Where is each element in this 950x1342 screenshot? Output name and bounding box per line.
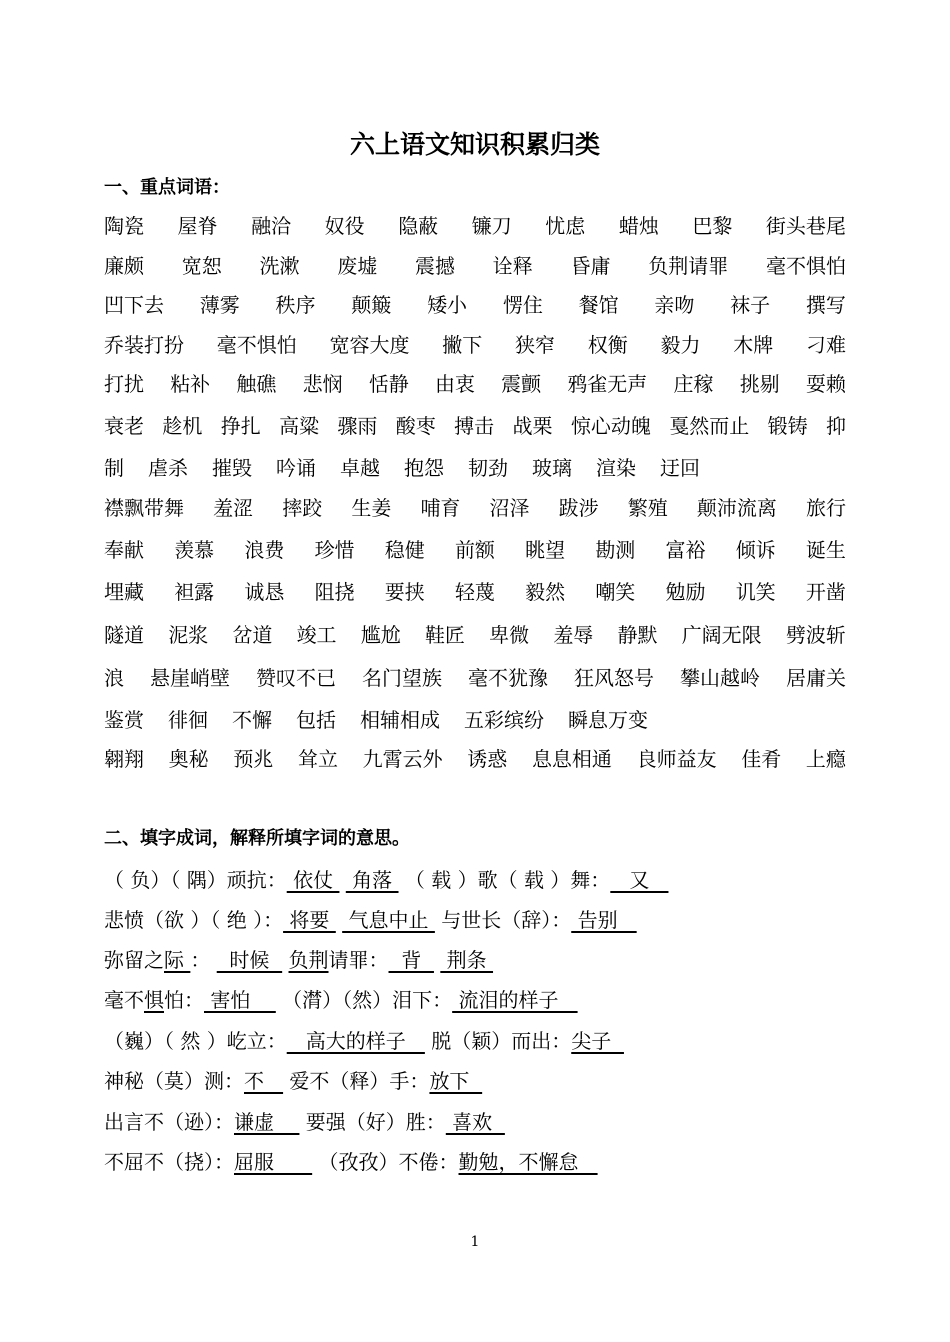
vocab-word: 戛然而止 (669, 414, 750, 438)
vocab-word: 上瘾 (805, 747, 846, 771)
vocab-word: 劈波斩 (785, 623, 846, 647)
vocab-word: 倾诉 (735, 538, 776, 562)
vocab-line (104, 535, 846, 565)
vocab-word: 狭窄 (515, 333, 555, 357)
prompt-text: 毫不 (104, 988, 144, 1012)
vocab-word: 悬崖峭壁 (150, 666, 230, 690)
vocab-word: 徘徊 (168, 708, 208, 732)
answer-text: 角落 (345, 868, 399, 892)
vocab-word: 哺育 (420, 496, 461, 520)
vocab-word: 羞涩 (213, 496, 254, 520)
vocab-word: 居庸关 (786, 666, 846, 690)
vocab-line (104, 411, 846, 441)
prompt-text: 爱不（释）手： (283, 1069, 430, 1093)
vocab-line (104, 663, 846, 693)
vocab-word: 耸立 (297, 747, 338, 771)
vocab-word: 生姜 (351, 496, 392, 520)
vocab-word: 制 (104, 456, 124, 480)
prompt-text: 神秘（莫）测： (104, 1069, 244, 1093)
vocab-word: 吟诵 (276, 456, 316, 480)
answer-text: 害怕 (204, 988, 276, 1012)
vocab-word: 摔跤 (282, 496, 323, 520)
vocab-word: 庄稼 (673, 372, 714, 396)
vocab-word: 繁殖 (627, 496, 668, 520)
vocab-word: 惊心动魄 (570, 414, 651, 438)
vocab-word: 毫不惧怕 (216, 333, 297, 357)
vocab-word: 嘲笑 (595, 580, 636, 604)
vocab-word: 宽容大度 (329, 333, 410, 357)
prompt-text: （潸）（然）泪下： (275, 988, 453, 1012)
vocab-word: 镰刀 (471, 214, 512, 238)
vocab-word: 开凿 (805, 580, 846, 604)
vocab-word: 隧道 (104, 623, 144, 647)
vocab-word: 韧劲 (468, 456, 508, 480)
vocab-word: 息息相通 (531, 747, 612, 771)
answer-text: 放下 (429, 1069, 483, 1093)
vocab-word: 触礁 (236, 372, 277, 396)
vocab-word: 震颤 (501, 372, 542, 396)
vocab-word: 瞬息万变 (568, 708, 648, 732)
vocab-word: 眺望 (525, 538, 566, 562)
vocab-word: 浪 (104, 666, 124, 690)
answer-text: 惧 (144, 988, 164, 1012)
vocab-line (104, 705, 846, 735)
vocab-word: 不懈 (232, 708, 272, 732)
vocab-word: 包括 (296, 708, 336, 732)
fill-in-line (104, 945, 864, 975)
vocab-word: 玻璃 (532, 456, 572, 480)
vocab-word: 巴黎 (692, 214, 733, 238)
vocab-word: 奥秘 (168, 747, 209, 771)
vocab-word: 廉颇 (104, 254, 144, 278)
vocab-word: 五彩缤纷 (464, 708, 544, 732)
vocab-word: 摧毁 (212, 456, 252, 480)
answer-text: 将要 (283, 908, 336, 932)
vocab-word: 狂风怒号 (574, 666, 654, 690)
answer-text: 喜欢 (445, 1110, 505, 1134)
fill-in-line (104, 1107, 864, 1137)
vocab-word: 震撼 (415, 254, 455, 278)
vocab-word: 埋藏 (104, 580, 144, 604)
vocab-word: 高粱 (279, 414, 320, 438)
vocab-word: 奴役 (324, 214, 365, 238)
vocab-word: 佳肴 (741, 747, 782, 771)
vocab-word: 耍赖 (805, 372, 846, 396)
vocab-word: 袜子 (730, 293, 771, 317)
prompt-text: 悲愤（欲 ）（ 绝 ）： (104, 908, 284, 932)
vocab-word: 竣工 (296, 623, 337, 647)
vocab-line (104, 620, 846, 650)
vocab-word: 迂回 (660, 456, 700, 480)
fill-in-line (104, 905, 864, 935)
vocab-word: 岔道 (232, 623, 273, 647)
document-title: 六上语文知识积累归类 (349, 130, 600, 159)
vocab-word: 打扰 (104, 372, 144, 396)
vocab-word: 由衷 (434, 372, 475, 396)
vocab-word: 泥浆 (168, 623, 209, 647)
vocab-line (104, 744, 846, 774)
vocab-word: 餐馆 (578, 293, 619, 317)
vocab-word: 乔装打扮 (104, 333, 184, 357)
vocab-word: 沼泽 (489, 496, 530, 520)
vocab-word: 刁难 (806, 333, 846, 357)
prompt-text: （ 负）（ 隅）顽抗： (104, 868, 287, 892)
vocab-word: 预兆 (233, 747, 274, 771)
vocab-word: 诠释 (492, 254, 533, 278)
vocab-word: 衰老 (104, 414, 144, 438)
vocab-word: 鉴赏 (104, 708, 144, 732)
answer-text: 谦虚 (234, 1110, 300, 1134)
vocab-word: 前额 (454, 538, 495, 562)
answer-text: 际 (164, 948, 191, 972)
answer-text: 又 (610, 868, 669, 892)
answer-text: 依仗 (286, 868, 340, 892)
vocab-word: 勉励 (665, 580, 706, 604)
vocab-word: 羞辱 (553, 623, 594, 647)
answer-text: 屈服 (234, 1150, 313, 1174)
answer-text: 时候 (216, 948, 283, 972)
vocab-word: 忧虑 (545, 214, 586, 238)
answer-text: 不 (244, 1069, 284, 1093)
prompt-text: ： (190, 948, 217, 972)
vocab-word: 搏击 (454, 414, 495, 438)
vocab-line (104, 493, 846, 523)
vocab-word: 毫不惧怕 (766, 254, 846, 278)
vocab-word: 废墟 (337, 254, 378, 278)
vocab-word: 凹下去 (104, 293, 164, 317)
vocab-word: 要挟 (384, 580, 425, 604)
section-2-heading: 二、填字成词，解释所填字词的意思。 (104, 828, 410, 849)
prompt-text: 出言不（逊）： (104, 1110, 234, 1134)
vocab-word: 广阔无限 (681, 623, 762, 647)
vocab-word: 翱翔 (104, 747, 144, 771)
vocab-word: 诚恳 (244, 580, 285, 604)
vocab-word: 权衡 (587, 333, 628, 357)
vocab-word: 尴尬 (360, 623, 401, 647)
vocab-word: 挣扎 (220, 414, 261, 438)
answer-text: 告别 (571, 908, 637, 932)
prompt-text: 弥留之 (104, 948, 164, 972)
prompt-text: 脱（颖）而出： (424, 1029, 572, 1053)
answer-text: 气息中止 (342, 908, 435, 932)
vocab-word: 薄雾 (199, 293, 240, 317)
vocab-word: 浪费 (244, 538, 285, 562)
vocab-word: 街头巷尾 (765, 214, 846, 238)
vocab-word: 阻挠 (314, 580, 355, 604)
vocab-word: 珍惜 (314, 538, 355, 562)
answer-text: 负荆 (288, 948, 329, 972)
prompt-text: 请罪： (328, 948, 389, 972)
vocab-word: 襟飘带舞 (104, 496, 184, 520)
vocab-word: 卑微 (489, 623, 530, 647)
page-number: 1 (470, 1234, 480, 1250)
vocab-word: 诱惑 (467, 747, 508, 771)
prompt-text: （ 载 ）歌（ 载 ）舞： (398, 868, 611, 892)
prompt-text: （孜孜）不倦： (312, 1150, 459, 1174)
vocab-word: 袒露 (174, 580, 215, 604)
prompt-text: 不屈不（挠）： (104, 1150, 234, 1174)
vocab-word: 秩序 (275, 293, 316, 317)
vocab-word: 奉献 (104, 538, 144, 562)
answer-text: 高大的样子 (286, 1029, 425, 1053)
answer-text: 尖子 (571, 1029, 624, 1053)
vocab-word: 诞生 (805, 538, 846, 562)
vocab-word: 撰写 (805, 293, 846, 317)
vocab-word: 抱怨 (404, 456, 444, 480)
vocab-word: 颠沛流离 (696, 496, 777, 520)
vocab-word: 良师益友 (636, 747, 717, 771)
vocab-word: 攀山越岭 (680, 666, 760, 690)
vocab-word: 趁机 (162, 414, 203, 438)
vocab-word: 撇下 (442, 333, 483, 357)
vocab-word: 恬静 (368, 372, 409, 396)
vocab-word: 名门望族 (362, 666, 442, 690)
vocab-word: 富裕 (665, 538, 706, 562)
vocab-word: 洗漱 (259, 254, 300, 278)
vocab-word: 粘补 (170, 372, 211, 396)
vocab-line (104, 369, 846, 399)
vocab-word: 鞋匠 (424, 623, 465, 647)
vocab-word: 抑 (825, 414, 846, 438)
vocab-word: 融洽 (251, 214, 292, 238)
fill-in-line (104, 1147, 864, 1177)
prompt-text: 要强（好）胜： (299, 1110, 446, 1134)
vocab-word: 卓越 (340, 456, 380, 480)
vocab-word: 颠簸 (351, 293, 392, 317)
vocab-word: 毅然 (525, 580, 566, 604)
vocab-word: 羡慕 (174, 538, 215, 562)
vocab-word: 亲吻 (654, 293, 695, 317)
vocab-word: 酸枣 (395, 414, 436, 438)
answer-text: 勤勉，不懈怠 (458, 1150, 598, 1174)
vocab-line (104, 211, 846, 241)
vocab-word: 九霄云外 (362, 747, 443, 771)
section-1-heading: 一、重点词语： (104, 177, 230, 198)
prompt-text: 与世长（辞）： (434, 908, 572, 932)
vocab-word: 愣住 (502, 293, 543, 317)
vocab-word: 负荆请罪 (648, 254, 729, 278)
vocab-word: 鸦雀无声 (567, 372, 648, 396)
vocab-word: 隐蔽 (398, 214, 439, 238)
vocab-word: 渲染 (596, 456, 636, 480)
vocab-word: 赞叹不已 (256, 666, 336, 690)
vocab-word: 锻铸 (767, 414, 808, 438)
answer-text: 流泪的样子 (452, 988, 578, 1012)
vocab-line (104, 330, 846, 360)
vocab-line (104, 577, 846, 607)
vocab-word: 骤雨 (337, 414, 378, 438)
vocab-word: 毅力 (660, 333, 701, 357)
vocab-word: 旅行 (805, 496, 846, 520)
vocab-word: 轻蔑 (454, 580, 495, 604)
vocab-word: 讥笑 (735, 580, 776, 604)
vocab-word: 跋涉 (558, 496, 599, 520)
vocab-word: 挑剔 (739, 372, 780, 396)
vocab-word: 屋脊 (177, 214, 218, 238)
answer-text: 荆条 (440, 948, 494, 972)
vocab-word: 静默 (617, 623, 658, 647)
vocab-word: 悲悯 (302, 372, 343, 396)
vocab-word: 虐杀 (148, 456, 188, 480)
vocab-word: 昏庸 (570, 254, 611, 278)
vocab-word: 勘测 (595, 538, 636, 562)
vocab-word: 毫不犹豫 (468, 666, 548, 690)
fill-in-line (104, 985, 864, 1015)
vocab-word: 宽恕 (181, 254, 222, 278)
vocab-word: 战栗 (512, 414, 553, 438)
vocab-word: 木牌 (733, 333, 774, 357)
prompt-text: 怕： (164, 988, 204, 1012)
vocab-word: 陶瓷 (104, 214, 144, 238)
prompt-text: （巍）（ 然 ）屹立： (104, 1029, 287, 1053)
fill-in-line (104, 1026, 864, 1056)
vocab-word: 相辅相成 (360, 708, 440, 732)
vocab-line (104, 290, 846, 320)
vocab-word: 蜡烛 (618, 214, 659, 238)
vocab-word: 稳健 (384, 538, 425, 562)
answer-text: 背 (388, 948, 434, 972)
vocab-line (104, 453, 846, 483)
fill-in-line (104, 1066, 864, 1096)
vocab-line (104, 251, 846, 281)
vocab-word: 矮小 (427, 293, 468, 317)
fill-in-line (104, 865, 864, 895)
